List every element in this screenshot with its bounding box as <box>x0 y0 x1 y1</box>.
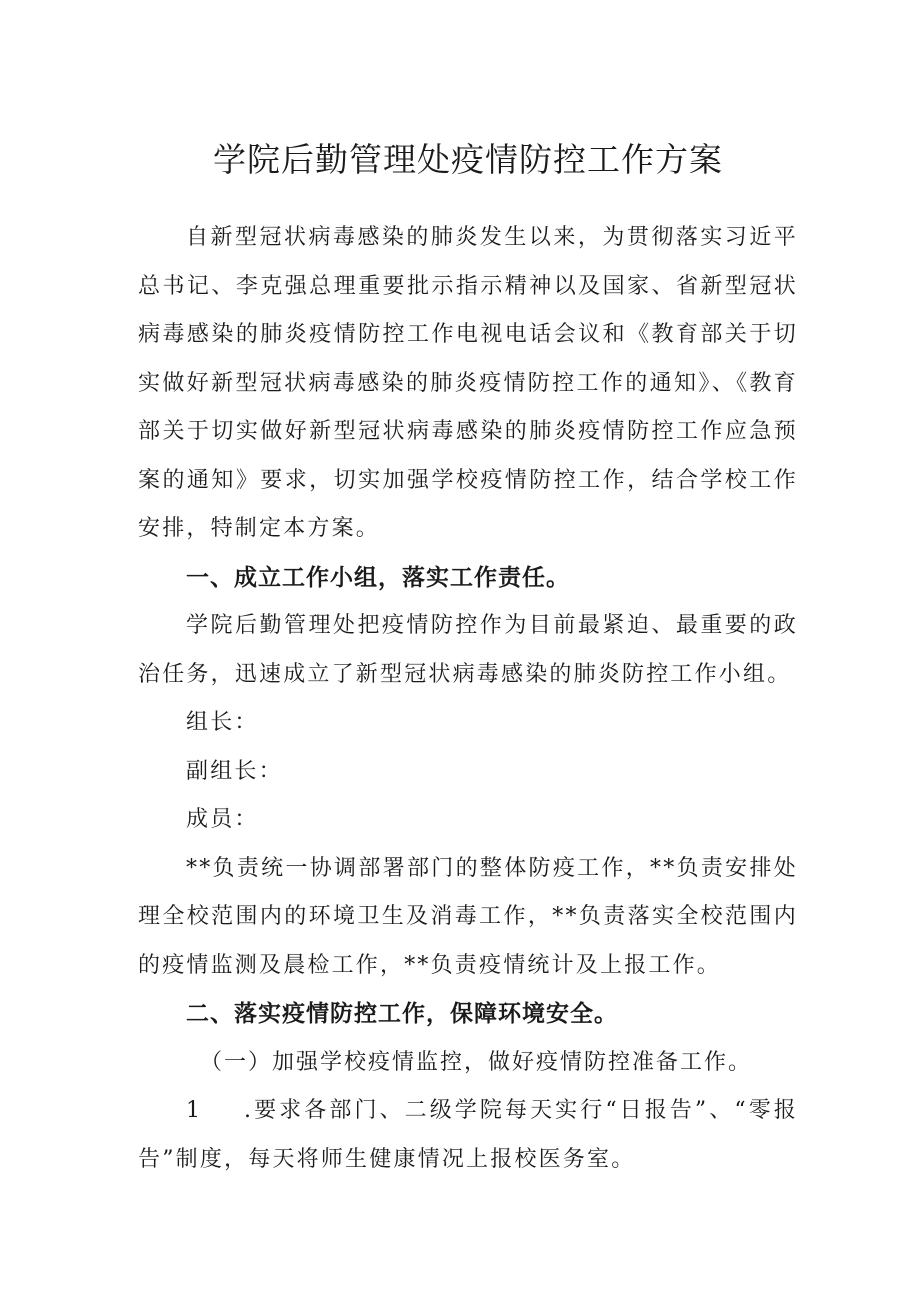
duties-paragraph: **负责统一协调部署部门的整体防疫工作，**负责安排处理全校范围内的环境卫生及消毒工作，**负责落实全校范围内的疫情监测及晨检工作，**负责疫情统计及上报工作。 <box>138 855 798 978</box>
subsection-1-heading: （一）加强学校疫情监控，做好疫情防控准备工作。 <box>200 1049 753 1075</box>
leader-line: 组长： <box>186 710 259 735</box>
document-page <box>138 138 798 1184</box>
section-1-paragraph: 学院后勤管理处把疫情防控作为目前最紧迫、最重要的政治任务，迅速成立了新型冠状病毒感染的肺炎防控工作小组。 <box>138 613 798 687</box>
document-title: 学院后勤管理处疫情防控工作方案 <box>213 140 723 179</box>
intro-paragraph: 自新型冠状病毒感染的肺炎发生以来，为贯彻落实习近平总书记、李克强总理重要批示指示精神以及国家、省新型冠状病毒感染的肺炎疫情防控工作电视电话会议和《教育部关于切实做好新型冠状病毒感染的肺炎疫情防控工作的通知》、《教育部关于切实做好新型冠状病毒感染的肺炎疫情防控工作应急预案的通知》要求，切实加强学校疫情防控工作，结合学校工作安排，特制定本方案。 <box>138 225 798 541</box>
deputy-leader-line: 副组长： <box>186 758 283 784</box>
members-line: 成员： <box>186 807 259 832</box>
item-text: .要求各部门、二级学院每天实行“日报告”、“零报告”制度，每天将师生健康情况上报校医务室。 <box>138 1098 798 1172</box>
numbered-item-1 <box>138 1087 798 1184</box>
section-2-heading: 二、落实疫情防控工作，保障环境安全。 <box>186 1001 618 1027</box>
section-1-heading: 一、成立工作小组，落实工作责任。 <box>186 564 570 591</box>
item-number: 1 <box>186 1098 203 1123</box>
